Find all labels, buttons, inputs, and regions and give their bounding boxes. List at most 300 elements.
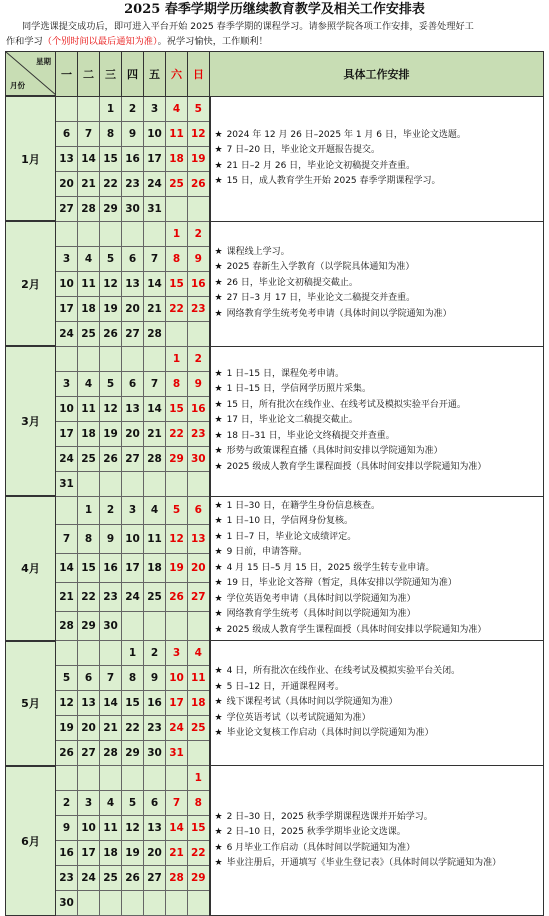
weekday-thu: 四 xyxy=(122,52,144,97)
day-cell: 22 xyxy=(78,583,100,612)
work-item-text: 15 日，成人教育学生开始 2025 春季学期课程学习。 xyxy=(226,176,441,186)
day-cell: 16 xyxy=(100,554,122,583)
day-cell: 26 xyxy=(100,321,122,346)
work-item xyxy=(215,291,540,307)
day-cell: 3 xyxy=(166,641,188,666)
work-item xyxy=(215,143,540,159)
star-icon: ★ xyxy=(214,712,223,723)
day-cell: 2 xyxy=(56,791,78,816)
month-label-cell: 4月 xyxy=(6,496,56,641)
work-items-cell xyxy=(210,346,544,496)
star-icon: ★ xyxy=(214,811,223,822)
weekday-fri: 五 xyxy=(144,52,166,97)
day-cell: 22 xyxy=(122,716,144,741)
star-icon: ★ xyxy=(214,129,223,140)
day-cell xyxy=(122,612,144,641)
work-item-text: 26 日，毕业论文初稿提交截止。 xyxy=(226,277,358,288)
star-icon: ★ xyxy=(214,578,223,588)
work-item xyxy=(215,245,540,261)
day-cell xyxy=(78,471,100,496)
day-cell xyxy=(100,221,122,246)
work-item-text: 1 日–30 日，在籍学生身份信息核查。 xyxy=(226,500,380,511)
day-cell: 22 xyxy=(188,841,210,866)
work-item xyxy=(215,607,540,623)
work-item xyxy=(215,592,540,608)
day-cell: 2 xyxy=(144,641,166,666)
day-cell: 14 xyxy=(56,554,78,583)
day-cell xyxy=(56,766,78,791)
star-icon: ★ xyxy=(214,176,223,186)
day-cell: 23 xyxy=(122,171,144,196)
work-items-cell xyxy=(210,96,544,221)
day-cell: 20 xyxy=(188,554,210,583)
page-title: 2025 春季学期学历继续教育教学及相关工作安排表 xyxy=(124,2,425,17)
day-cell: 22 xyxy=(166,421,188,446)
day-cell: 15 xyxy=(122,691,144,716)
work-item-text: 2025 春新生入学教育（以学院具体通知为准） xyxy=(226,262,415,273)
day-cell: 1 xyxy=(78,496,100,525)
day-cell: 21 xyxy=(56,583,78,612)
day-cell xyxy=(100,641,122,666)
work-item-text: 1 日–15 日，学信网学历照片采集。 xyxy=(226,384,371,395)
day-cell: 29 xyxy=(188,866,210,891)
day-cell xyxy=(78,641,100,666)
day-cell: 19 xyxy=(122,841,144,866)
day-cell: 4 xyxy=(78,371,100,396)
star-icon: ★ xyxy=(214,246,223,257)
day-cell: 21 xyxy=(144,421,166,446)
day-cell: 11 xyxy=(188,666,210,691)
day-cell: 30 xyxy=(144,741,166,766)
star-icon: ★ xyxy=(214,277,223,288)
work-item xyxy=(215,499,540,515)
star-icon: ★ xyxy=(214,666,223,677)
work-item-text: 课程线上学习。 xyxy=(226,246,290,257)
work-item-text: 学位英语考试（以考试院通知为准） xyxy=(226,712,371,723)
day-cell: 10 xyxy=(144,121,166,146)
day-cell: 8 xyxy=(188,791,210,816)
day-cell: 31 xyxy=(56,471,78,496)
day-cell: 25 xyxy=(78,321,100,346)
star-icon: ★ xyxy=(214,160,223,171)
work-item-text: 9 日前，申请答辩。 xyxy=(226,547,308,557)
work-item-text: 1 日–7 日，毕业论文成绩评定。 xyxy=(226,531,357,542)
day-cell: 16 xyxy=(188,271,210,296)
day-cell: 16 xyxy=(188,396,210,421)
work-item-text: 5 日–12 日，开通课程网考。 xyxy=(226,681,344,692)
day-cell: 17 xyxy=(78,841,100,866)
day-cell: 29 xyxy=(100,196,122,221)
day-cell: 5 xyxy=(122,791,144,816)
work-item-text: 学位英语免考申请（具体时间以学院通知为准） xyxy=(226,593,416,604)
day-cell: 9 xyxy=(100,525,122,554)
work-item xyxy=(215,260,540,276)
day-cell: 7 xyxy=(144,246,166,271)
day-cell: 19 xyxy=(166,554,188,583)
day-cell: 17 xyxy=(56,296,78,321)
day-cell: 13 xyxy=(188,525,210,554)
day-cell: 26 xyxy=(122,866,144,891)
day-cell: 14 xyxy=(144,396,166,421)
work-item xyxy=(215,680,540,696)
day-cell: 23 xyxy=(188,296,210,321)
day-cell: 19 xyxy=(188,146,210,171)
work-items-cell xyxy=(210,221,544,346)
day-cell: 5 xyxy=(166,496,188,525)
star-icon: ★ xyxy=(214,827,223,837)
day-cell xyxy=(166,766,188,791)
day-cell: 25 xyxy=(144,583,166,612)
work-item xyxy=(215,695,540,711)
day-cell: 30 xyxy=(100,612,122,641)
day-cell: 30 xyxy=(56,891,78,916)
day-cell: 15 xyxy=(188,816,210,841)
work-item xyxy=(215,276,540,292)
day-cell: 8 xyxy=(166,246,188,271)
day-cell: 2 xyxy=(122,96,144,121)
day-cell xyxy=(144,346,166,371)
day-cell xyxy=(166,471,188,496)
work-item-text: 19 日，毕业论文答辩（暂定，具体安排以学院通知为准） xyxy=(226,578,457,588)
day-cell: 26 xyxy=(100,446,122,471)
work-item-text: 1 日–10 日，学信网身份复核。 xyxy=(226,516,353,526)
day-cell: 17 xyxy=(144,146,166,171)
day-cell: 30 xyxy=(188,446,210,471)
day-cell: 9 xyxy=(122,121,144,146)
day-cell: 14 xyxy=(100,691,122,716)
day-cell: 25 xyxy=(78,446,100,471)
day-cell: 23 xyxy=(144,716,166,741)
star-icon: ★ xyxy=(214,624,223,635)
day-cell: 1 xyxy=(122,641,144,666)
day-cell xyxy=(100,471,122,496)
day-cell: 14 xyxy=(166,816,188,841)
day-cell: 18 xyxy=(100,841,122,866)
weekday-sat: 六 xyxy=(166,52,188,97)
table-header-row xyxy=(6,52,544,97)
work-item-text: 21 日–2 月 26 日，毕业论文初稿提交并查重。 xyxy=(226,160,416,171)
work-item xyxy=(215,576,540,592)
day-cell: 19 xyxy=(100,421,122,446)
intro-notice: （个别时间以最后通知为准） xyxy=(42,36,158,47)
day-cell xyxy=(188,321,210,346)
weekday-sun: 日 xyxy=(188,52,210,97)
work-item-text: 2025 级成人教育学生课程面授（具体时间安排以学院通知为准） xyxy=(226,461,487,472)
day-cell xyxy=(56,496,78,525)
work-items-cell xyxy=(210,496,544,641)
day-cell: 26 xyxy=(166,583,188,612)
work-item xyxy=(215,514,540,530)
day-cell: 25 xyxy=(188,716,210,741)
work-item xyxy=(215,128,540,144)
day-cell: 27 xyxy=(56,196,78,221)
day-cell: 23 xyxy=(100,583,122,612)
weekday-wed: 三 xyxy=(100,52,122,97)
star-icon: ★ xyxy=(214,430,223,441)
day-cell: 28 xyxy=(144,446,166,471)
day-cell: 24 xyxy=(56,446,78,471)
work-item-text: 27 日–3 月 17 日，毕业论文二稿提交并查重。 xyxy=(226,293,416,304)
day-cell: 24 xyxy=(144,171,166,196)
day-cell: 30 xyxy=(122,196,144,221)
work-item xyxy=(215,810,540,826)
work-item xyxy=(215,382,540,398)
day-cell: 21 xyxy=(100,716,122,741)
work-item xyxy=(215,561,540,577)
day-cell: 9 xyxy=(144,666,166,691)
day-cell: 24 xyxy=(78,866,100,891)
day-cell: 23 xyxy=(56,866,78,891)
day-cell: 4 xyxy=(144,496,166,525)
work-item xyxy=(215,159,540,175)
day-cell: 16 xyxy=(56,841,78,866)
day-cell: 20 xyxy=(56,171,78,196)
month-label: 月份 xyxy=(10,81,25,90)
day-cell: 23 xyxy=(188,421,210,446)
day-cell: 25 xyxy=(166,171,188,196)
star-icon: ★ xyxy=(214,415,223,426)
day-cell: 31 xyxy=(166,741,188,766)
work-item-text: 15 日，所有批次在线作业、在线考试及模拟实验平台开通。 xyxy=(226,399,466,410)
work-item xyxy=(215,623,540,639)
day-cell xyxy=(122,471,144,496)
day-cell xyxy=(144,612,166,641)
day-cell: 22 xyxy=(166,296,188,321)
day-cell: 15 xyxy=(166,396,188,421)
day-cell xyxy=(188,891,210,916)
day-cell: 28 xyxy=(78,196,100,221)
day-cell: 10 xyxy=(56,396,78,421)
day-cell xyxy=(78,96,100,121)
day-cell: 1 xyxy=(166,221,188,246)
weekday-tue: 二 xyxy=(78,52,100,97)
work-item xyxy=(215,726,540,742)
day-cell: 28 xyxy=(144,321,166,346)
work-item-text: 网络教育学生统考（具体时间以学院通知为准） xyxy=(226,609,416,619)
work-item-text: 毕业论文复核工作启动（具体时间以学院通知为准） xyxy=(226,728,434,739)
work-header: 具体工作安排 xyxy=(210,52,544,97)
intro-text xyxy=(6,19,544,49)
day-cell: 8 xyxy=(122,666,144,691)
work-item xyxy=(215,174,540,190)
schedule-body xyxy=(6,96,544,916)
star-icon: ★ xyxy=(214,593,223,604)
day-cell: 20 xyxy=(144,841,166,866)
day-cell: 29 xyxy=(78,612,100,641)
day-cell: 29 xyxy=(166,446,188,471)
work-item xyxy=(215,429,540,445)
star-icon: ★ xyxy=(214,368,223,379)
day-cell: 6 xyxy=(56,121,78,146)
day-cell: 5 xyxy=(100,371,122,396)
day-cell: 21 xyxy=(78,171,100,196)
day-cell: 14 xyxy=(144,271,166,296)
day-cell xyxy=(166,321,188,346)
day-cell: 3 xyxy=(122,496,144,525)
day-cell: 13 xyxy=(144,816,166,841)
day-cell: 17 xyxy=(166,691,188,716)
day-cell: 4 xyxy=(188,641,210,666)
day-cell: 5 xyxy=(56,666,78,691)
star-icon: ★ xyxy=(214,461,223,472)
day-cell: 7 xyxy=(144,371,166,396)
day-cell: 4 xyxy=(166,96,188,121)
day-cell: 14 xyxy=(78,146,100,171)
work-item-text: 17 日，毕业论文二稿提交截止。 xyxy=(226,415,358,426)
week-row xyxy=(6,346,544,371)
star-icon: ★ xyxy=(214,547,223,557)
day-cell: 18 xyxy=(78,296,100,321)
star-icon: ★ xyxy=(214,399,223,410)
day-cell xyxy=(56,96,78,121)
star-icon: ★ xyxy=(214,728,223,739)
work-item xyxy=(215,530,540,546)
star-icon: ★ xyxy=(214,697,223,708)
schedule-table xyxy=(5,51,544,916)
day-cell: 13 xyxy=(78,691,100,716)
day-cell xyxy=(144,471,166,496)
day-cell: 10 xyxy=(122,525,144,554)
work-item-text: 2 日–10 日，2025 秋季学期毕业论文选课。 xyxy=(226,827,406,837)
star-icon: ★ xyxy=(214,562,223,573)
day-cell: 28 xyxy=(100,741,122,766)
day-cell: 4 xyxy=(100,791,122,816)
work-item xyxy=(215,444,540,460)
day-cell xyxy=(122,221,144,246)
week-row xyxy=(6,221,544,246)
work-item-text: 形势与政策课程直播（具体时间安排以学院通知为准） xyxy=(226,446,443,457)
day-cell: 8 xyxy=(100,121,122,146)
day-cell: 12 xyxy=(166,525,188,554)
day-cell: 10 xyxy=(166,666,188,691)
day-cell xyxy=(188,741,210,766)
day-cell: 17 xyxy=(56,421,78,446)
day-cell: 7 xyxy=(56,525,78,554)
day-cell xyxy=(188,612,210,641)
day-cell: 1 xyxy=(166,346,188,371)
day-cell: 22 xyxy=(100,171,122,196)
work-item-text: 线下课程考试（具体时间以学院通知为准） xyxy=(226,697,398,708)
day-cell: 21 xyxy=(144,296,166,321)
day-cell: 1 xyxy=(188,766,210,791)
work-items-cell xyxy=(210,641,544,766)
month-label-cell: 3月 xyxy=(6,346,56,496)
day-cell xyxy=(56,641,78,666)
week-row xyxy=(6,496,544,525)
day-cell: 12 xyxy=(122,816,144,841)
work-item-text: 1 日–15 日，课程免考申请。 xyxy=(226,368,344,379)
work-item-text: 6 月毕业工作启动（具体时间以学院通知为准） xyxy=(226,842,416,853)
day-cell xyxy=(78,221,100,246)
day-cell: 12 xyxy=(188,121,210,146)
day-cell: 18 xyxy=(188,691,210,716)
day-cell xyxy=(122,891,144,916)
week-label: 星期 xyxy=(36,57,51,66)
day-cell: 6 xyxy=(122,371,144,396)
day-cell: 8 xyxy=(78,525,100,554)
day-cell: 3 xyxy=(144,96,166,121)
day-cell: 13 xyxy=(56,146,78,171)
intro-line-2 xyxy=(6,34,544,49)
work-item xyxy=(215,367,540,383)
star-icon: ★ xyxy=(214,262,223,273)
work-item xyxy=(215,856,540,872)
day-cell: 27 xyxy=(188,583,210,612)
day-cell: 2 xyxy=(100,496,122,525)
day-cell: 20 xyxy=(122,421,144,446)
day-cell: 2 xyxy=(188,221,210,246)
star-icon: ★ xyxy=(214,145,223,155)
day-cell: 13 xyxy=(122,271,144,296)
day-cell: 24 xyxy=(166,716,188,741)
star-icon: ★ xyxy=(214,384,223,395)
work-item xyxy=(215,711,540,727)
day-cell: 20 xyxy=(122,296,144,321)
day-cell xyxy=(188,471,210,496)
day-cell: 16 xyxy=(144,691,166,716)
day-cell: 7 xyxy=(78,121,100,146)
day-cell: 9 xyxy=(188,246,210,271)
day-cell: 7 xyxy=(100,666,122,691)
day-cell xyxy=(100,891,122,916)
day-cell: 10 xyxy=(78,816,100,841)
day-cell: 6 xyxy=(144,791,166,816)
day-cell xyxy=(166,612,188,641)
work-item xyxy=(215,460,540,476)
intro-line-2-suffix: 。祝学习愉快，工作顺利！ xyxy=(157,36,268,47)
work-item-text: 2025 级成人教育学生课程面授（具体时间安排以学院通知为准） xyxy=(226,624,487,635)
day-cell xyxy=(166,196,188,221)
day-cell: 27 xyxy=(122,446,144,471)
work-item-text: 2024 年 12 月 26 日–2025 年 1 月 6 日，毕业论文选题。 xyxy=(226,129,466,140)
month-label-cell: 5月 xyxy=(6,641,56,766)
star-icon: ★ xyxy=(214,308,223,319)
week-row xyxy=(6,641,544,666)
day-cell xyxy=(78,346,100,371)
day-cell: 18 xyxy=(166,146,188,171)
month-label-cell: 1月 xyxy=(6,96,56,221)
day-cell: 8 xyxy=(166,371,188,396)
day-cell: 11 xyxy=(166,121,188,146)
day-cell: 28 xyxy=(56,612,78,641)
work-item xyxy=(215,825,540,841)
day-cell: 4 xyxy=(78,246,100,271)
work-item xyxy=(215,545,540,561)
day-cell: 28 xyxy=(166,866,188,891)
weekday-mon: 一 xyxy=(56,52,78,97)
work-item xyxy=(215,398,540,414)
day-cell: 13 xyxy=(122,396,144,421)
star-icon: ★ xyxy=(214,609,223,619)
star-icon: ★ xyxy=(214,842,223,853)
day-cell: 18 xyxy=(78,421,100,446)
day-cell: 31 xyxy=(144,196,166,221)
work-item-text: 4 日，所有批次在线作业、在线考试及模拟实验平台关闭。 xyxy=(226,666,461,677)
day-cell xyxy=(100,346,122,371)
day-cell: 5 xyxy=(100,246,122,271)
day-cell: 3 xyxy=(56,246,78,271)
month-label-cell: 2月 xyxy=(6,221,56,346)
day-cell: 17 xyxy=(122,554,144,583)
day-cell: 19 xyxy=(56,716,78,741)
work-item-text: 18 日–31 日，毕业论文终稿提交并查重。 xyxy=(226,430,395,441)
day-cell: 9 xyxy=(56,816,78,841)
day-cell: 9 xyxy=(188,371,210,396)
day-cell: 24 xyxy=(56,321,78,346)
day-cell: 7 xyxy=(166,791,188,816)
intro-line-1: 同学选课提交成功后，即可进入平台开始 2025 春季学期的课程学习。请参照学院各项工作安排，妥善处理好工 xyxy=(22,21,474,32)
day-cell: 20 xyxy=(78,716,100,741)
